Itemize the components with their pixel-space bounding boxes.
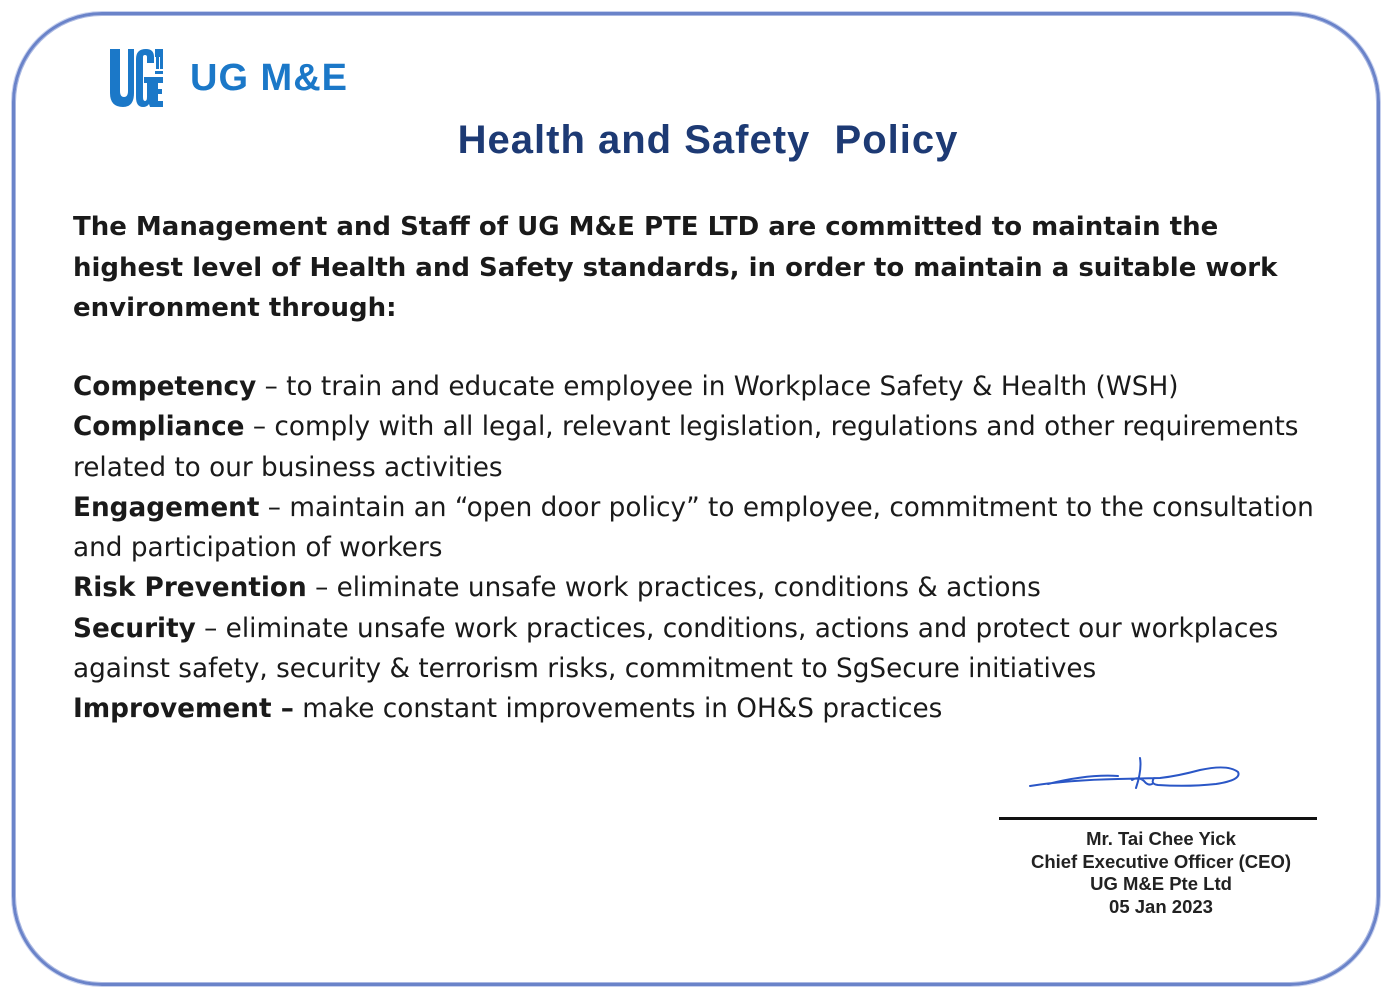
policy-separator [294, 694, 302, 724]
policy-description: eliminate unsafe work practices, conditions & actions [336, 573, 1041, 604]
policy-list [73, 367, 1353, 730]
policy-separator: – [244, 412, 275, 443]
policy-separator: – [259, 492, 290, 523]
policy-separator: – [256, 372, 287, 402]
policy-term: Security [73, 613, 196, 644]
signatory-position: Chief Executive Officer (CEO) [1030, 850, 1292, 872]
policy-term: Competency [73, 372, 257, 402]
policy-term: Engagement [73, 492, 260, 523]
policy-item-security [73, 609, 1353, 690]
policy-description: comply with all legal, relevant legislation, regulations and other requirements related to our business activities [73, 412, 1299, 483]
ugme-logo-mark [108, 47, 164, 109]
policy-separator: – [306, 573, 337, 604]
policy-term: Risk Prevention [73, 573, 307, 604]
company-name: UG M&E [190, 56, 348, 99]
policy-description: eliminate unsafe work practices, conditions, actions and protect our workplaces against safety, security & terrorism risks, commitment to SgSecure initiatives [73, 613, 1279, 685]
policy-item-improvement [73, 689, 1353, 729]
handwritten-signature [1028, 754, 1244, 794]
policy-item-risk-prevention [73, 568, 1353, 608]
signatory-company: UG M&E Pte Ltd [1090, 873, 1232, 895]
policy-item-engagement [73, 488, 1353, 569]
policy-description: to train and educate employee in Workplace Safety & Health (WSH) [286, 372, 1179, 402]
policy-item-competency [73, 367, 1353, 407]
company-logo [108, 47, 348, 109]
signature-line [999, 817, 1317, 820]
signatory-block [999, 828, 1323, 919]
signature-date: 05 Jan 2023 [1109, 896, 1213, 918]
page-title: Health and Safety Policy [457, 118, 959, 162]
policy-item-compliance [73, 407, 1353, 488]
policy-separator: – [195, 613, 226, 644]
intro-statement: The Management and Staff of UG M&E PTE LTD are committed to maintain the highest level of Health and Safety standards, in order to maintain a suitable work environment through: [73, 212, 1278, 323]
signatory-name: Mr. Tai Chee Yick [1086, 828, 1236, 849]
policy-description: make constant improvements in OH&S practices [302, 694, 943, 725]
policy-term: Compliance [73, 412, 245, 443]
policy-description: maintain an “open door policy” to employee, commitment to the consultation and participation of workers [73, 492, 1314, 564]
policy-term: Improvement – [73, 694, 294, 725]
